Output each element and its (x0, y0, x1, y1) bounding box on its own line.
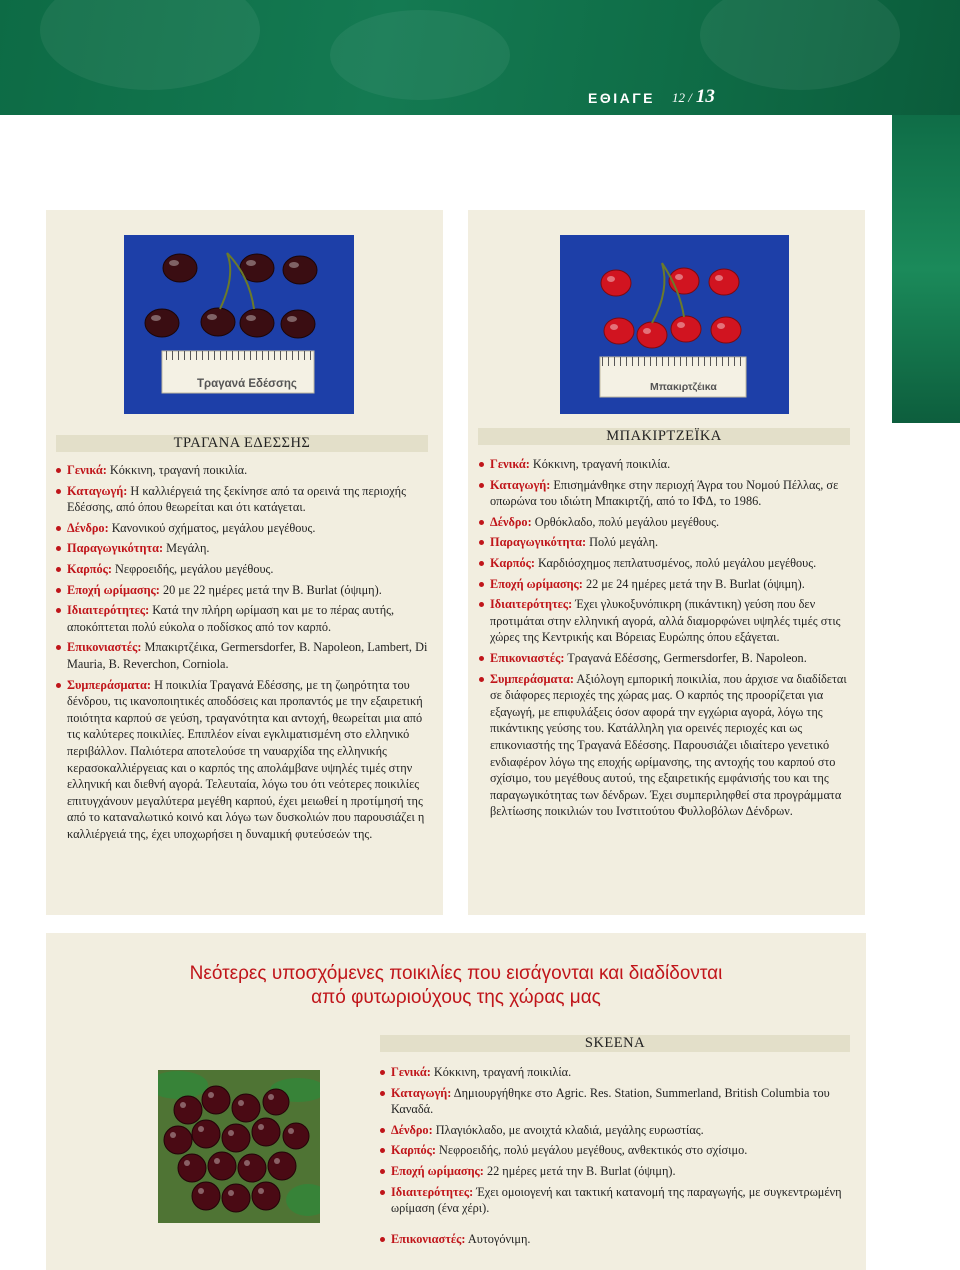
prop-label: Εποχή ωρίμασης: (391, 1163, 484, 1178)
prop-label: Ιδιαιτερότητες: (67, 603, 150, 618)
prop-item (56, 602, 434, 635)
prop-item (380, 1184, 850, 1217)
prop-label: Επικονιαστές: (490, 650, 565, 665)
prop-item (380, 1122, 850, 1139)
page-number-small: 12 / (672, 90, 692, 105)
prop-label: Γενικά: (67, 463, 107, 477)
prop-text: Νεφροειδής, μεγάλου μεγέθους. (115, 561, 274, 576)
prop-label: Καταγωγή: (67, 483, 128, 498)
prop-label: Συμπεράσματα: (490, 671, 574, 686)
prop-item (380, 1064, 850, 1081)
prop-item (56, 462, 434, 479)
variety-title-skeena: SKEENA (380, 1035, 850, 1052)
prop-item (56, 561, 434, 578)
prop-text: Έχει ομοιογενή και τακτική κατανομή της παραγωγής, με συγκεντρωμένη ωρίμαση (ένα χέρι). (391, 1184, 842, 1216)
prop-text: Η ποικιλία Τραγανά Εδέσσης, με τη ζωηρότητα του δένδρου, τις ικανοποιητικές αποδόσεις και προπαντός με την εξαιρετική ποιότητα καρπού σε γεύση, τραγανότητα και αντοχή, θεωρείται μια από τις καλύτερες ποικιλίες. Επιπλέον είναι εγκλιματισμένη στο ελληνικό περιβάλλον. Παλιότερα αποτελούσε τη ναυαρχίδα της ελληνικής κερασοκαλλιέργειας και ο καρπός της απολάμβανε υψηλές τιμές στην ελληνική και διεθνή αγορά. Τελευταία, λόγω του ότι νεότερες ποικιλίες επιτυγχάνουν μεγαλύτερα μεγέθη καρπού, έχει μειωθεί η προτίμησή της από το καταναλωτικό κοινό και λόγω των δυσκολιών που παρουσιάζει η καλλιέργειά της, έχει υποχωρήσει η δυναμική φυτεύσεών της. (67, 677, 425, 841)
prop-label: Εποχή ωρίμασης: (490, 576, 583, 591)
cherry-photo-bakirtzeika (560, 235, 789, 414)
prop-text: Κόκκινη, τραγανή ποικιλία. (433, 1065, 572, 1079)
section-heading-line1: Νεότερες υποσχόμενες ποικιλίες που εισάγονται και διαδίδονται (189, 963, 723, 984)
prop-text: Κατά την πλήρη ωρίμαση και με το πέρας αυτής, αποκόπτεται πολύ εύκολα ο ποδίσκος από τον καρπό. (67, 603, 395, 634)
ruler-label-bakirtzeika: Μπακιρτζέικα (650, 381, 717, 393)
prop-item (56, 483, 434, 516)
page-number (672, 86, 715, 108)
prop-text: Νεφροειδής, πολύ μεγάλου μεγέθους, ανθεκτικός στο σχίσιμο. (439, 1143, 748, 1158)
section-heading-line2: από φυτωριούχους της χώρας μας (311, 987, 601, 1008)
prop-text: Καρδιόσχημος πεπλατυσμένος, πολύ μεγάλου μεγέθους. (538, 555, 817, 570)
prop-label: Δένδρο: (391, 1122, 433, 1137)
prop-label: Συμπεράσματα: (67, 677, 151, 692)
prop-text: 20 με 22 ημέρες μετά την B. Burlat (όψιμη). (162, 582, 382, 597)
prop-text: Επισημάνθηκε στην περιοχή Άγρα του Νομού Πέλλας, σε οπωρώνα του ιδιώτη Μπακιρτζή, από το ΙΦΔ, το 1986. (490, 477, 839, 509)
variety-title-tragana: ΤΡΑΓΑΝΑ ΕΔΕΣΣΗΣ (56, 435, 428, 452)
prop-label: Παραγωγικότητα: (490, 535, 587, 550)
prop-text: Τραγανά Εδέσσης, Germersdorfer, B. Napoleon. (567, 650, 807, 665)
ruler-label-tragana: Τραγανά Εδέσσης (197, 378, 297, 390)
prop-text: Κόκκινη, τραγανή ποικιλία. (532, 457, 671, 471)
prop-item (56, 677, 434, 843)
variety-title-bakirtzeika: ΜΠΑΚΙΡΤΖΕΪΚΑ (478, 428, 850, 445)
prop-item (479, 596, 857, 646)
prop-label: Δένδρο: (490, 514, 532, 529)
props-list-skeena (380, 1064, 850, 1251)
section-heading (46, 962, 866, 1010)
prop-label: Καρπός: (490, 555, 535, 570)
prop-label: Επικονιαστές: (391, 1231, 466, 1246)
header-banner (0, 0, 960, 115)
prop-item (56, 582, 434, 599)
prop-label: Γενικά: (391, 1065, 431, 1079)
cherry-photo-tragana (124, 235, 354, 414)
prop-item (479, 514, 857, 531)
prop-item (479, 534, 857, 551)
prop-item (479, 671, 857, 820)
prop-label: Επικονιαστές: (67, 640, 142, 655)
prop-item (479, 477, 857, 510)
prop-item (479, 576, 857, 593)
props-list-tragana (56, 462, 434, 846)
page-number-big: 13 (695, 86, 715, 107)
prop-item (479, 456, 857, 473)
prop-label: Γενικά: (490, 457, 530, 471)
prop-label: Καταγωγή: (490, 477, 551, 492)
prop-label: Ιδιαιτερότητες: (490, 597, 573, 612)
prop-item (380, 1163, 850, 1180)
prop-item (56, 639, 434, 672)
prop-label: Δένδρο: (67, 520, 109, 535)
prop-text: Κόκκινη, τραγανή ποικιλία. (109, 463, 248, 477)
prop-label: Καταγωγή: (391, 1085, 452, 1100)
prop-item (56, 520, 434, 537)
publisher-name: ΕΘΙΑΓΕ (588, 90, 655, 106)
prop-text: 22 ημέρες μετά την B. Burlat (όψιμη). (486, 1163, 676, 1178)
prop-label: Καρπός: (391, 1143, 436, 1158)
cherry-photo-skeena (158, 1070, 320, 1223)
prop-label: Παραγωγικότητα: (67, 541, 164, 556)
prop-item (479, 650, 857, 667)
prop-text: Πλαγιόκλαδο, με ανοιχτά κλαδιά, μεγάλης ευρωστίας. (435, 1122, 704, 1137)
props-list-bakirtzeika (479, 456, 857, 824)
prop-text: 22 με 24 ημέρες μετά την B. Burlat (όψιμη). (585, 576, 805, 591)
prop-label: Καρπός: (67, 561, 112, 576)
prop-text: Πολύ μεγάλη. (589, 535, 659, 550)
prop-text: Ορθόκλαδο, πολύ μεγάλου μεγέθους. (534, 514, 720, 529)
prop-text: Δημιουργήθηκε στο Agric. Res. Station, Summerland, British Columbia του Καναδά. (391, 1085, 830, 1117)
prop-text: Μεγάλη. (166, 541, 210, 556)
prop-text: Έχει γλυκοξυνόπικρη (πικάντικη) γεύση που δεν προτιμάται στην ελληνική αγορά, αλλά διαμορφώνει υψηλές τιμές στις χώρες της Κεντρικής και Βόρειας Ευρώπης όπου εξάγεται. (490, 597, 841, 645)
prop-item (380, 1085, 850, 1118)
prop-item (479, 555, 857, 572)
prop-item (380, 1231, 850, 1248)
prop-text: Κανονικού σχήματος, μεγάλου μεγέθους. (111, 520, 316, 535)
prop-item (380, 1142, 850, 1159)
prop-text: Η καλλιέργειά της ξεκίνησε από τα ορεινά της περιοχής Εδέσσης, από όπου θεωρείται και ότι κατάγεται. (67, 483, 406, 515)
prop-text: Αξιόλογη εμπορική ποικιλία, που άρχισε να διαδίδεται σε διάφορες περιοχές της χώρας μας. Ο καρπός της προορίζεται για εξαγωγή, με επιφυλάξεις όσον αφορά την εγχώρια αγορά, λόγω της πικάντικης γεύσης του. Κατάλληλη για ορεινές περιοχές και ως επικονιαστής της Τραγανά Εδέσσης. Παρουσιάζει ιδιαίτερο γενετικό ενδιαφέρον λόγω της εποχής ωρίμανσης, της αντοχής του καρπού στο σχίσιμο, του μεγέθους αυτού, της εξαιρετικής εμφάνισής του και της παραγωγικότητας των δένδρων. Έχει συμπεριληφθεί στα προγράμματα βελτίωσης ποικιλιών του Ινστιτούτου Φυλλοβόλων Δένδρων. (490, 671, 847, 819)
prop-label: Ιδιαιτερότητες: (391, 1184, 474, 1199)
prop-item (56, 540, 434, 557)
prop-label: Εποχή ωρίμασης: (67, 582, 160, 597)
prop-text: Αυτογόνιμη. (467, 1231, 531, 1246)
prop-text: Μπακιρτζέικα, Germersdorfer, B. Napoleon, Lambert, Di Mauria, B. Reverchon, Corniola. (67, 640, 428, 671)
decorative-leaf-band (892, 115, 960, 423)
